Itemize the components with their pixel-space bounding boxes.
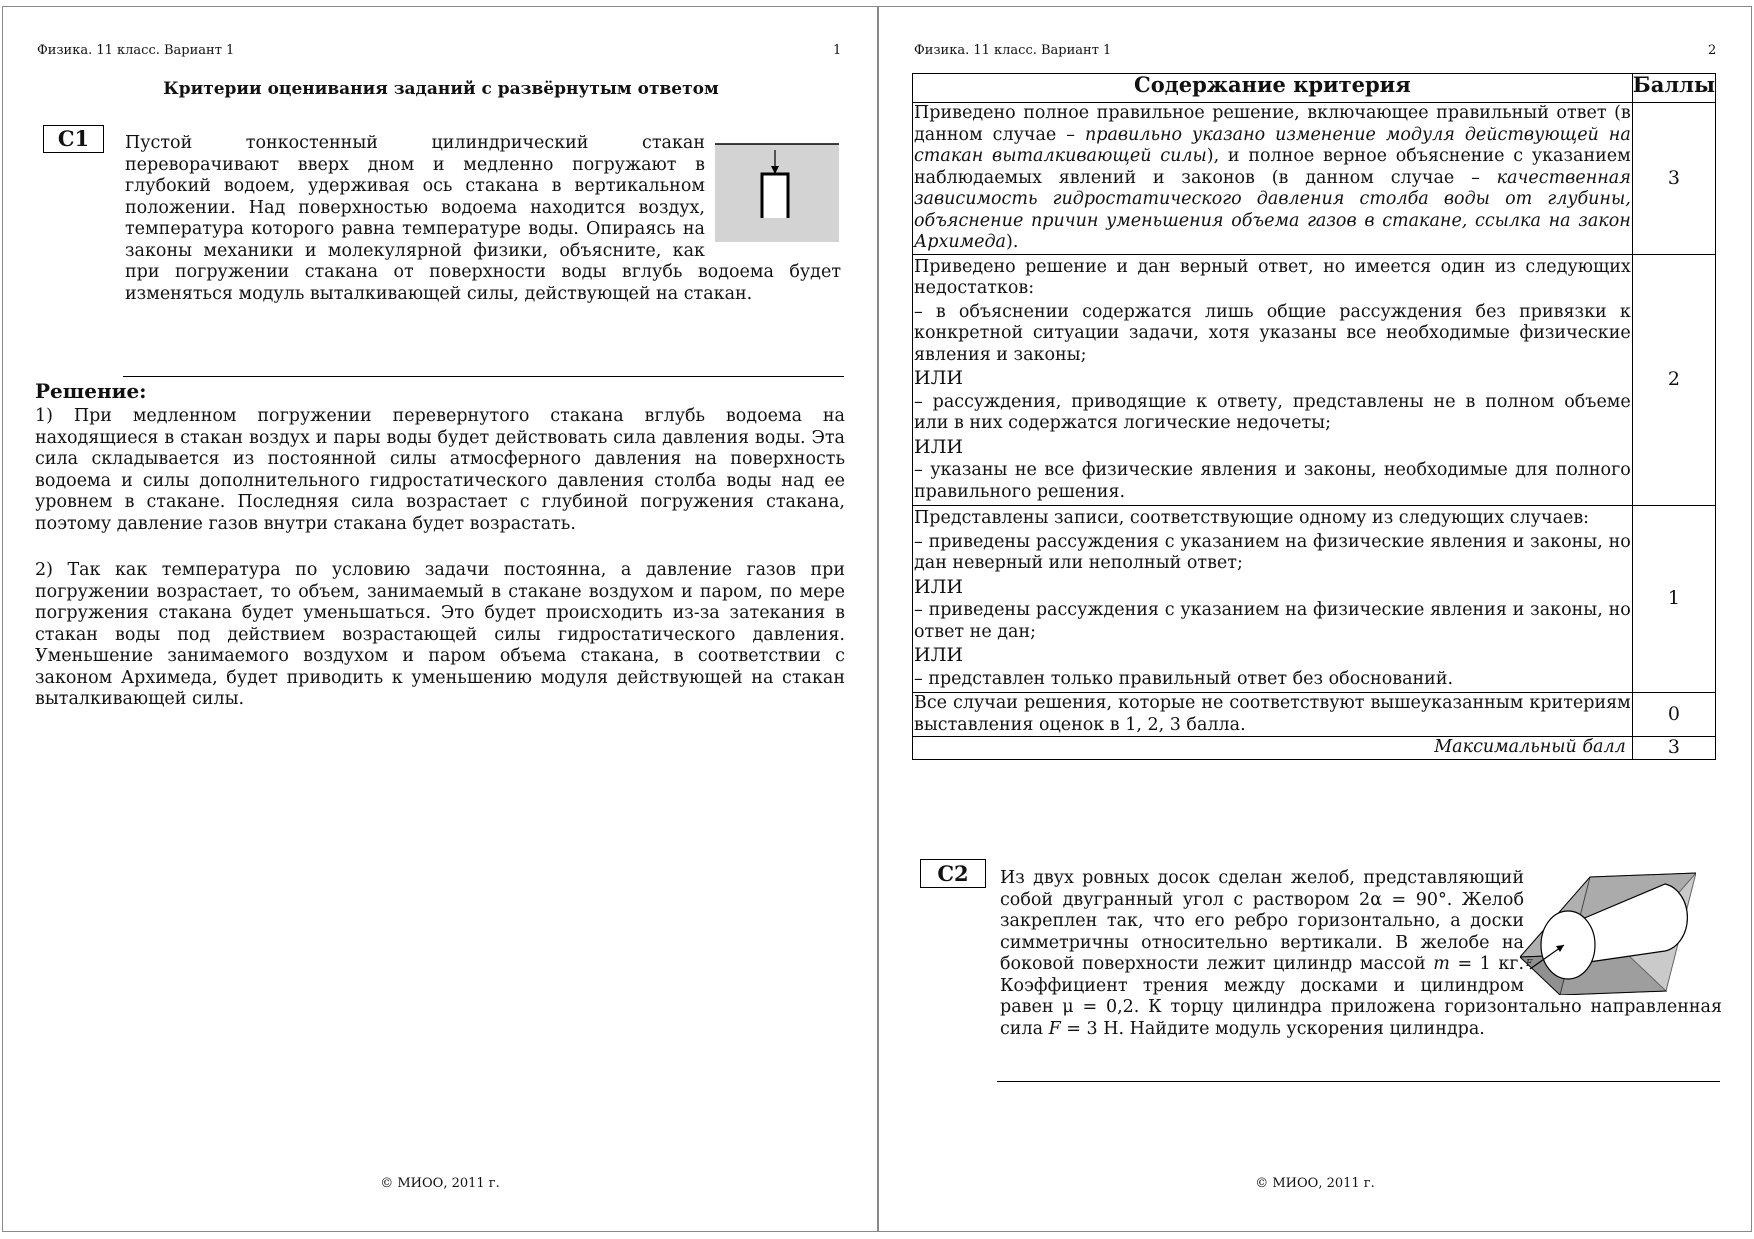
task-var-F: F: [1048, 1018, 1061, 1039]
criteria-table: [912, 73, 1716, 760]
table-header-row: [913, 74, 1716, 103]
criteria-intro: Приведено решение и дан верный ответ, но имеется один из следующих недостатков:: [914, 256, 1631, 298]
page-number: 1: [833, 43, 842, 58]
solution-heading: Решение:: [35, 379, 147, 403]
criteria-italic-text: правильно указано изменение модуля действующей на стакан выталкивающей силы: [914, 124, 1631, 166]
or-separator: ИЛИ: [914, 644, 963, 666]
criteria-title: Критерии оценивания заданий с развёрнутым ответом: [163, 79, 719, 99]
score-cell: 0: [1632, 693, 1715, 737]
task-c2-text-wrap: [1000, 868, 1722, 1040]
criteria-item: – приведены рассуждения с указанием на физические явления и законы, но дан неверный или неполный ответ;: [914, 531, 1631, 573]
page-header: Физика. 11 класс. Вариант 1: [914, 43, 1112, 58]
criteria-text: ).: [1006, 232, 1019, 252]
criteria-desc: [913, 103, 1633, 255]
task-label-c2: C2: [920, 859, 986, 888]
criteria-item: – рассуждения, приводящие к ответу, представлены не в полном объеме или в них содержатся логические недочеты;: [914, 391, 1631, 433]
score-cell: 1: [1632, 506, 1715, 693]
page-footer: © МИОО, 2011 г.: [1255, 1176, 1375, 1191]
criteria-intro: Представлены записи, соответствующие одному из следующих случаев:: [914, 508, 1590, 528]
score-cell: 3: [1632, 103, 1715, 255]
page-left: [2, 6, 878, 1232]
table-row-score-3: [913, 103, 1716, 255]
or-separator: ИЛИ: [914, 575, 963, 598]
answer-line: [997, 1081, 1720, 1082]
solution-paragraph-1: 1) При медленном погружении перевернутого стакана вглубь водоема на находящиеся в стакан воздух и пары воды будет действовать сила давления воды. Эта сила складывается из постоянной силы атмосферного давления на поверхность водоема и силы дополнительного гидростатического давления столба воды над ее уровнем в стакане. Последняя сила возрастает с глубиной погружения стакана, поэтому давление газов внутри стакана будет возрастать.: [35, 406, 845, 534]
page-header: Физика. 11 класс. Вариант 1: [37, 43, 235, 58]
task-c1-text: Пустой тонкостенный цилиндрический стакан переворачивают вверх дном и медленно погружают в глубокий водоем, удерживая ось стакана в вертикальном положении. Над поверхностью водоема находится воздух, температура которого равна температуре воды. Опираясь на законы механики и молекулярной физики, объясните, как при погружении стакана от поверхности воды вглубь водоема будет изменяться модуль выталкивающей силы, действующей на стакан.: [125, 133, 841, 304]
or-separator: ИЛИ: [914, 435, 963, 458]
page-number: 2: [1708, 43, 1717, 58]
solution-paragraph-2: 2) Так как температура по условию задачи постоянна, а давление газов при погружении возрастает, то объем, занимаемый в стакане воздухом и паром, по мере погружения стакана будет уменьшаться. Это будет происходить из-за затекания в стакан воды под действием возрастающей силы гидростатического давления. Уменьшение занимаемого воздухом и паром объема стакана, в соответствии с законом Архимеда, будет приводить к уменьшению модуля действующей на стакан выталкивающей силы.: [35, 560, 845, 709]
force-label-F: F: [1526, 959, 1533, 969]
criteria-desc: Все случаи решения, которые не соответствуют вышеуказанным критериям выставления оценок в 1, 2, 3 балла.: [914, 693, 1631, 735]
max-score-value: 3: [1632, 737, 1715, 760]
criteria-item: – указаны не все физические явления и законы, необходимые для полного правильного решения.: [914, 460, 1631, 502]
table-row-score-1: [913, 506, 1716, 693]
task-label-c1: C1: [43, 125, 104, 153]
criteria-item: – в объяснении содержатся лишь общие рассуждения без привязки к конкретной ситуации задачи, хотя указаны все необходимые физические явления и законы;: [914, 301, 1631, 365]
table-row-score-0: [913, 693, 1716, 737]
answer-line: [123, 376, 844, 377]
criteria-item: – приведены рассуждения с указанием на физические явления и законы, но ответ не дан;: [914, 600, 1631, 642]
criteria-text: ), и полное верное объяснение с указанием наблюдаемых явлений и законов (в данном случае –: [914, 146, 1631, 188]
max-score-label: Максимальный балл: [913, 737, 1633, 760]
page-footer: © МИОО, 2011 г.: [380, 1176, 500, 1191]
task-c2-text-a: Из двух ровных досок сделан желоб, представляющий собой двугранный угол с раствором 2α = 90°. Желоб закреплен так, что его ребро горизонтально, а доски симметричны относительно вертикали. В желобе на боковой поверхности лежит цилиндр массой: [1000, 868, 1524, 974]
criteria-text: Приведено полное правильное решение, включающее правильный ответ (в данном случае –: [914, 103, 1631, 145]
header-content: Содержание критерия: [913, 74, 1633, 103]
or-separator: ИЛИ: [914, 367, 963, 389]
header-score: Баллы: [1632, 74, 1715, 103]
table-row-max: [913, 737, 1716, 760]
task-c2-text-c: = 3 Н. Найдите модуль ускорения цилиндра.: [1060, 1018, 1485, 1039]
criteria-item: – представлен только правильный ответ без обоснований.: [914, 668, 1454, 689]
score-cell: 2: [1632, 254, 1715, 506]
task-c1-text-wrap: [125, 133, 841, 305]
table-row-score-2: [913, 254, 1716, 506]
criteria-desc: [913, 506, 1633, 693]
criteria-desc: [913, 254, 1633, 506]
page-right: [878, 6, 1752, 1232]
task-var-m: m: [1433, 954, 1450, 974]
criteria-italic-text: качественная зависимость гидростатического давления столба воды от глубины, объяснение причин уменьшения объема газов в стакане, ссылка на закон Архимеда: [914, 167, 1631, 252]
task-c2-text-b: = 1 кг. Коэффициент трения между досками и цилиндром равен μ = 0,2. К торцу цилиндра приложена горизонтально направленная сила: [1000, 954, 1722, 1039]
